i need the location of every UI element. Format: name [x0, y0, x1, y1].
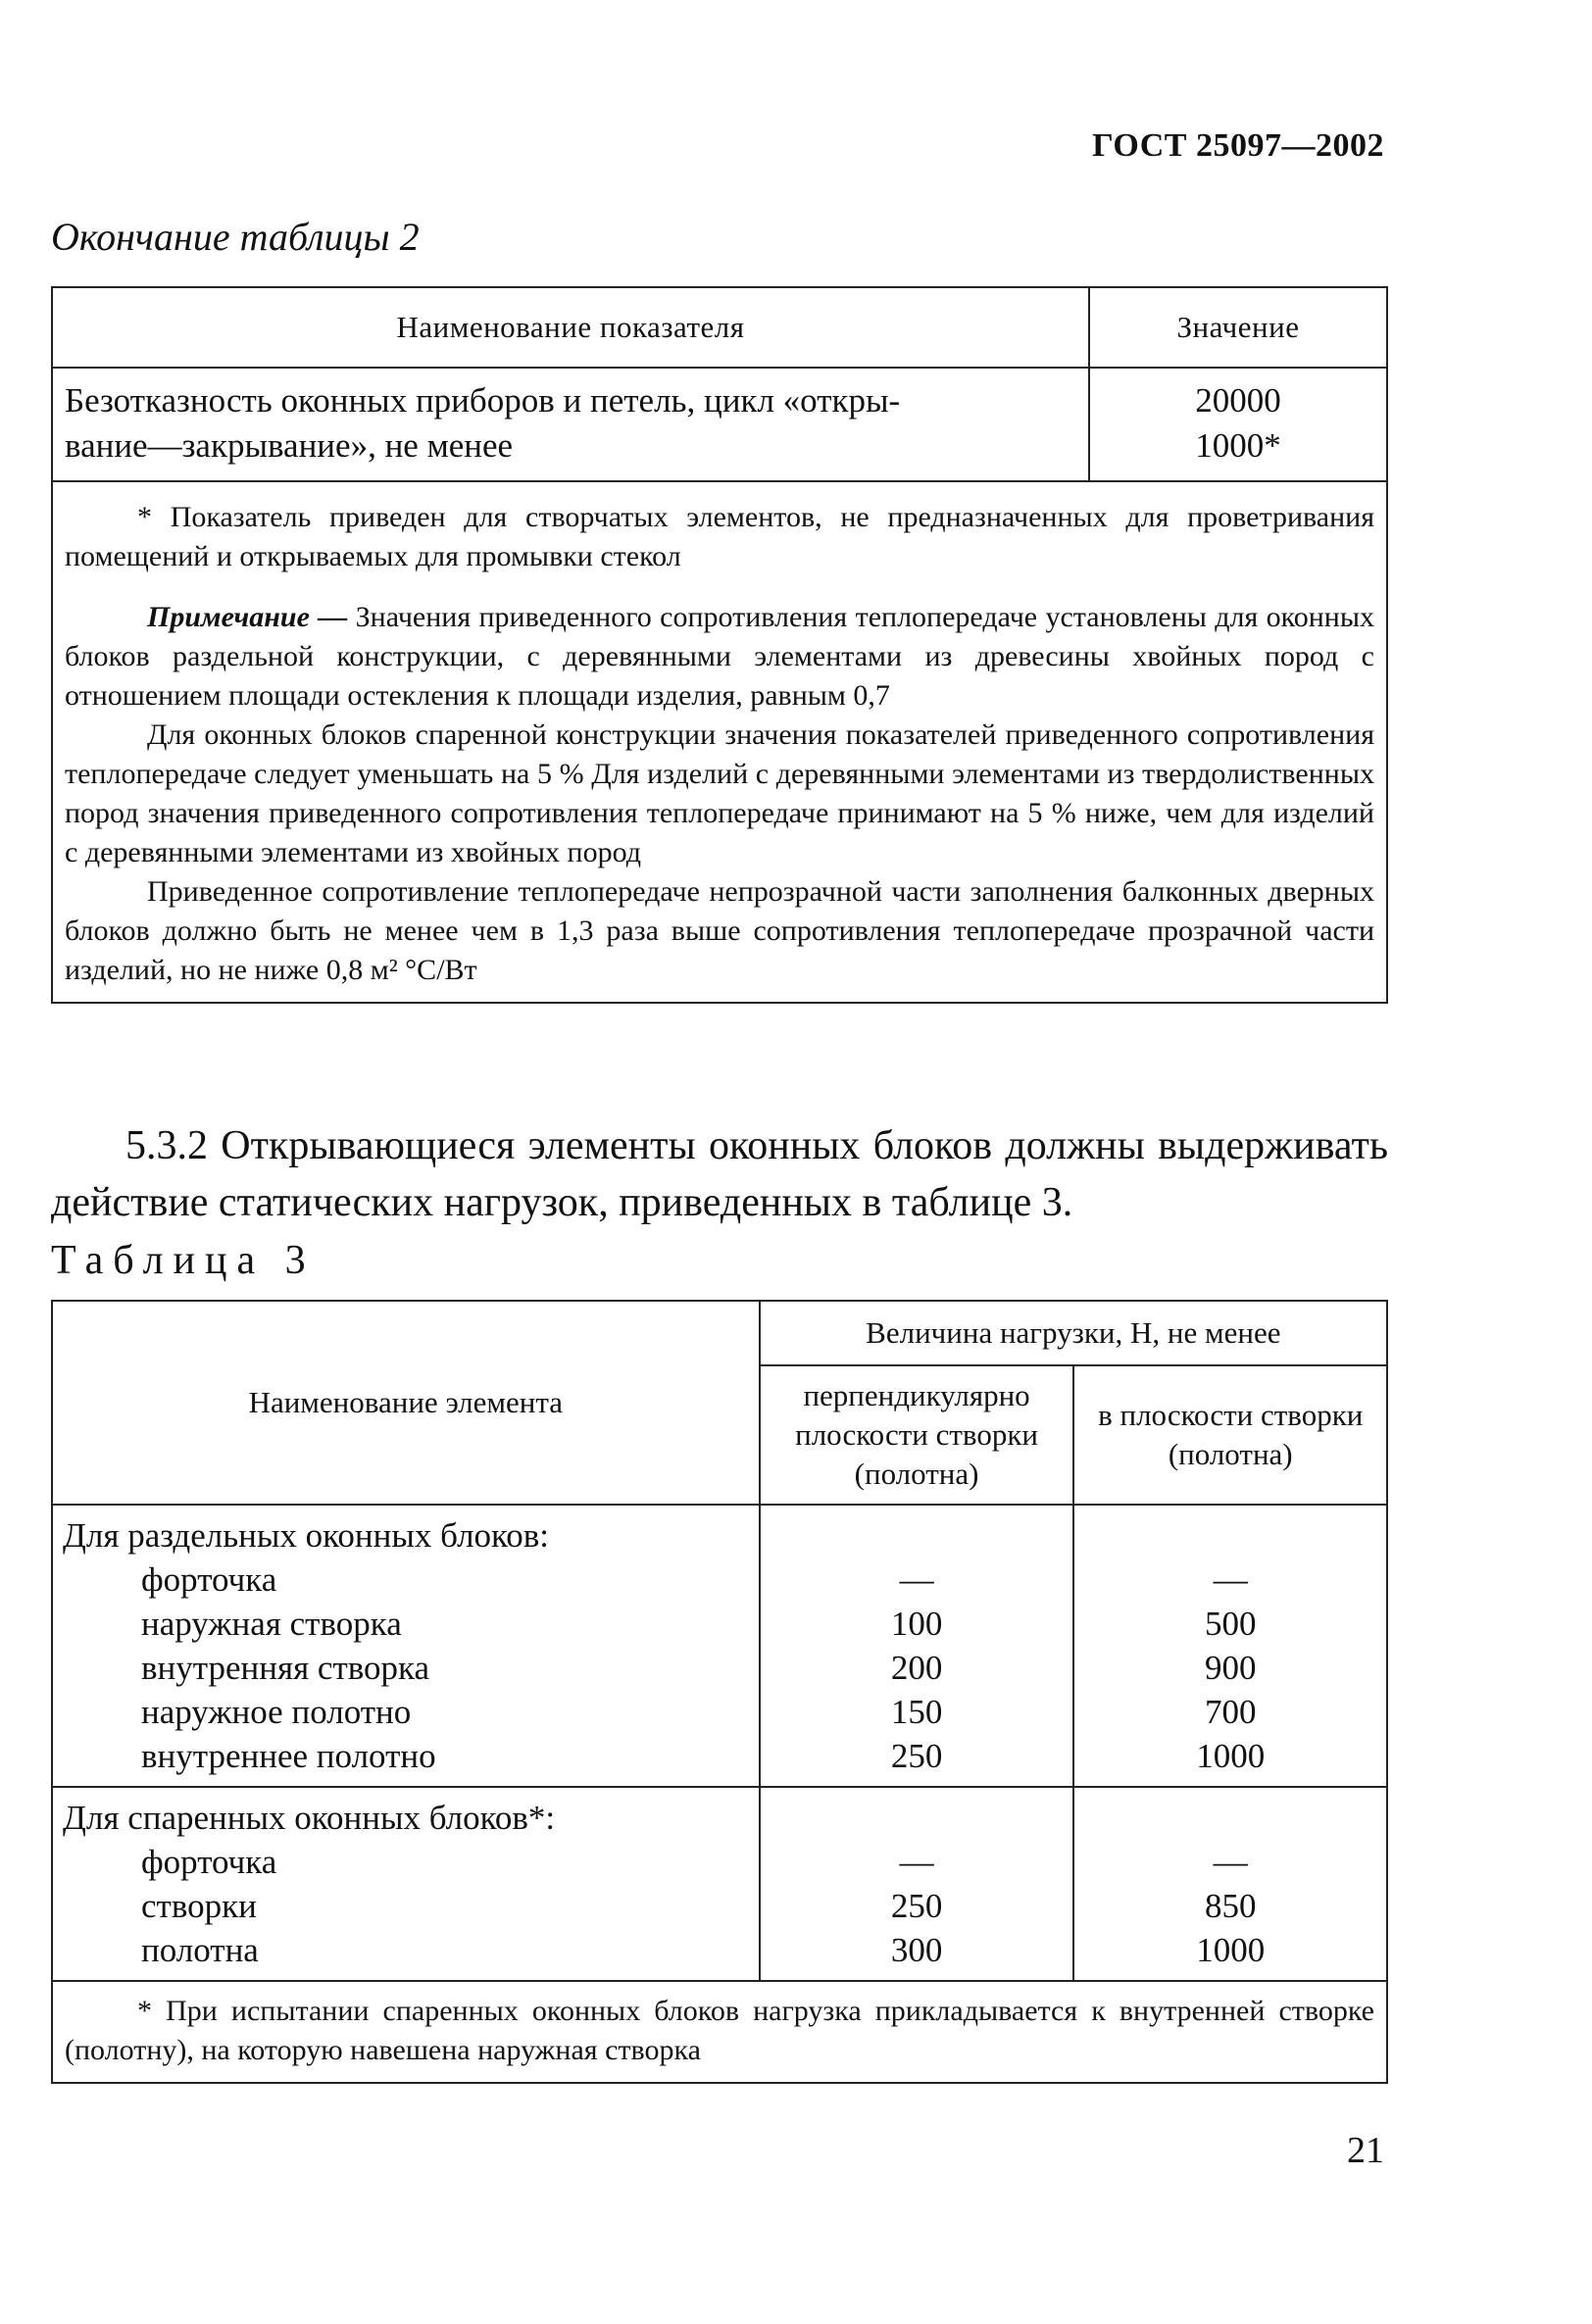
indicator-value: 1000* [1195, 426, 1281, 465]
load-value: 250 [890, 1737, 943, 1775]
indicator-name-cell [52, 368, 1089, 481]
column-header-indicator: Наименование показателя [52, 287, 1089, 368]
load-value: 1000 [1196, 1931, 1266, 1969]
notes-cell [52, 481, 1387, 1003]
table-row [52, 368, 1387, 481]
note-paragraph: Приведенное сопротивление теплопередаче непрозрачной части заполнения балконных дверных блоков должно быть не менее чем в 1,3 раза выше сопротивления теплопередаче прозрачной части изделий, но не ниже 0,8 м² °С/Вт [65, 875, 1374, 986]
notes-row [52, 481, 1387, 1003]
table3-footnote: * При испытании спаренных оконных блоков нагрузка прикладывается к внутренней створке (полотну), на которую навешена наружная створка [52, 1981, 1387, 2083]
column-header-element: Наименование элемента [52, 1301, 760, 1505]
indicator-value: 20000 [1195, 381, 1281, 420]
load-value: 250 [890, 1887, 943, 1925]
indicator-name-line: Безотказность оконных приборов и петель, цикл «откры- [65, 381, 901, 420]
table2-footnote: * Показатель приведен для створчатых элементов, не предназначенных для проветривания помещений и открываемых для промывки стекол [65, 501, 1374, 572]
load-value: 500 [1204, 1605, 1257, 1643]
column-header-load-group: Величина нагрузки, Н, не менее [760, 1301, 1387, 1365]
note-label: Примечание — [147, 601, 348, 633]
table3-caption: Таблица 3 [51, 1238, 316, 1283]
load-value: 900 [1204, 1649, 1257, 1687]
table-2-end [51, 286, 1388, 1004]
indicator-value-cell [1089, 368, 1387, 481]
element-name: наружное полотно [141, 1693, 412, 1731]
load-value: — [1213, 1843, 1248, 1881]
note-text: Значения приведенного сопротивления теплопередаче установлены для оконных блоков раздельной конструкции, с деревянными элементами из древесины хвойных пород с отношением площади остекления к площади изделия, равным 0,7 [65, 601, 1374, 712]
column-header-perpendicular: перпендикулярно плоскости створки (полотна) [760, 1365, 1074, 1505]
element-name: полотна [141, 1931, 259, 1969]
element-name: внутренняя створка [141, 1649, 430, 1687]
load-value: 1000 [1196, 1737, 1266, 1775]
group-title: Для спаренных оконных блоков*: [63, 1799, 556, 1837]
table2-end-caption: Окончание таблицы 2 [51, 215, 420, 259]
note-paragraph [65, 598, 1374, 716]
document-code: ГОСТ 25097—2002 [1092, 127, 1384, 164]
column-header-in-plane: в плоскости створки (полотна) [1073, 1365, 1387, 1505]
element-names-cell [52, 1505, 760, 1787]
table-header-row [52, 287, 1387, 368]
element-name: форточка [141, 1560, 277, 1599]
load-value: 850 [1204, 1887, 1257, 1925]
section-paragraph: 5.3.2 Открывающиеся элементы оконных блоков должны выдерживать действие статических нагрузок, приведенных в таблице 3. [51, 1123, 1388, 1225]
page-number: 21 [1347, 2130, 1384, 2171]
element-name: створки [141, 1887, 257, 1925]
indicator-name-line: вание—закрывание», не менее [65, 426, 514, 465]
load-value: 100 [890, 1605, 943, 1643]
element-name: наружная створка [141, 1605, 402, 1643]
perpendicular-values-cell [760, 1787, 1074, 1981]
load-value: 150 [890, 1693, 943, 1731]
in-plane-values-cell [1073, 1787, 1387, 1981]
element-name: форточка [141, 1843, 277, 1881]
perpendicular-values-cell [760, 1505, 1074, 1787]
load-value: — [899, 1843, 934, 1881]
footnote-row [52, 1981, 1387, 2083]
load-value: — [899, 1560, 934, 1599]
element-name: внутреннее полотно [141, 1737, 436, 1775]
load-value: 300 [890, 1931, 943, 1969]
table-row-group-coupled [52, 1787, 1387, 1981]
note-paragraph: Для оконных блоков спаренной конструкции значения показателей приведенного сопротивления теплопередаче следует уменьшать на 5 % Для изделий с деревянными элементами из твердолиственных пород значения приведенного сопротивления теплопередаче принимают на 5 % ниже, чем для изделий с деревянными элементами из хвойных пород [65, 718, 1374, 868]
table-row-group-separate [52, 1505, 1387, 1787]
table-3 [51, 1300, 1388, 2084]
load-value: 200 [890, 1649, 943, 1687]
column-header-value: Значение [1089, 287, 1387, 368]
group-title: Для раздельных оконных блоков: [63, 1516, 550, 1555]
load-value: — [1213, 1560, 1248, 1599]
in-plane-values-cell [1073, 1505, 1387, 1787]
table-header-row [52, 1301, 1387, 1365]
load-value: 700 [1204, 1693, 1257, 1731]
element-names-cell [52, 1787, 760, 1981]
